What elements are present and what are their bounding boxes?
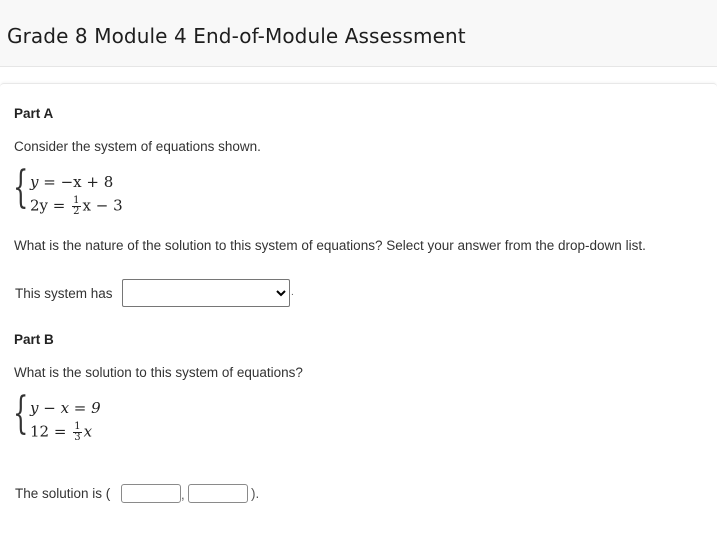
system-brace-a: { (13, 162, 29, 213)
solution-x-input[interactable] (121, 484, 181, 503)
page-title: Grade 8 Module 4 End-of-Module Assessment (7, 24, 466, 48)
solution-comma: , (181, 487, 185, 502)
solution-y-input[interactable] (188, 484, 248, 503)
part-b-question: What is the solution to this system of equations? (14, 365, 303, 380)
part-b-prompt: The solution is ( (15, 486, 111, 501)
part-b-equation-1: y − x = 9 (30, 399, 101, 417)
solution-close-paren: ). (251, 486, 260, 501)
fraction-one-half: $\frac{1}{2}$ (73, 195, 80, 217)
system-brace-b: { (13, 388, 29, 439)
part-a-title: Part A (14, 106, 54, 121)
dropdown-trailing-period: . (291, 287, 294, 298)
part-a-equation-2: 2y = $\frac{1}{2}$ x − 3 (30, 195, 123, 217)
part-b-equation-2: 12 = $\frac{1}{3}$ x (30, 421, 93, 443)
part-a-prompt: This system has (15, 286, 113, 301)
fraction-one-third: $\frac{1}{3}$ (74, 421, 81, 443)
part-a-intro: Consider the system of equations shown. (14, 139, 261, 154)
part-a-equation-1: y = −x + 8 (30, 173, 114, 191)
part-a-question: What is the nature of the solution to this system of equations? Select your answer from the drop-down list. (14, 238, 646, 253)
solution-nature-dropdown[interactable] (122, 279, 290, 307)
part-b-title: Part B (14, 332, 54, 347)
page-header (0, 0, 717, 67)
